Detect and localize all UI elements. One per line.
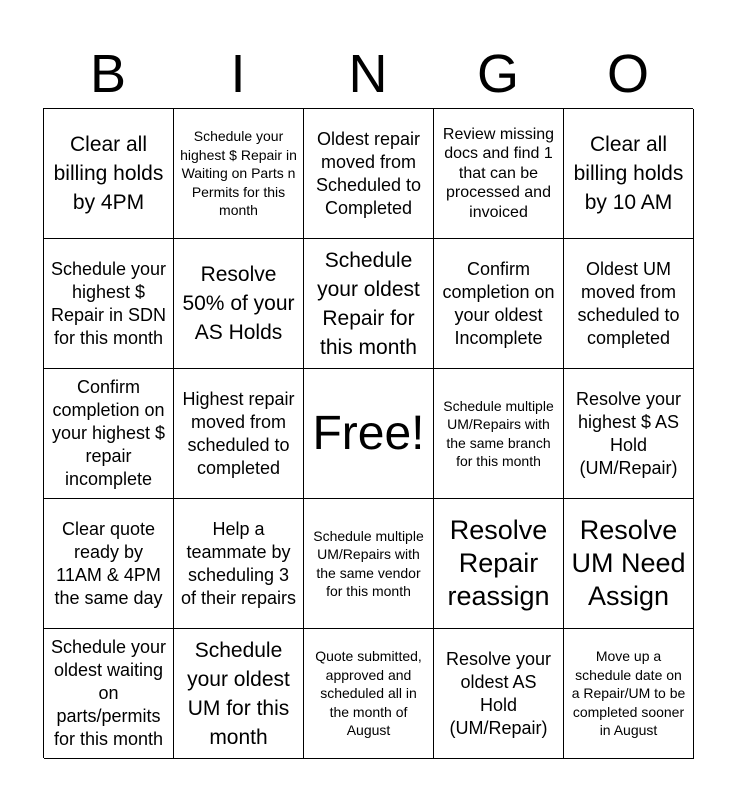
cell-text: Schedule your oldest Repair for this month (317, 248, 420, 359)
cell-text: Schedule multiple UM/Repairs with the same vendor for this month (313, 527, 424, 599)
bingo-cell[interactable] (564, 499, 694, 629)
cell-text: Resolve your oldest AS Hold (UM/Repair) (445, 648, 552, 738)
bingo-cell[interactable] (434, 239, 564, 369)
cell-text: Resolve your highest $ AS Hold (UM/Repair) (575, 388, 682, 478)
cell-text: Schedule your oldest waiting on parts/permits for this month (50, 637, 167, 749)
bingo-cell[interactable] (434, 109, 564, 239)
header-letter-o: O (606, 44, 649, 104)
cell-text: Resolve UM Need Assign (571, 515, 686, 611)
bingo-cell[interactable] (564, 239, 694, 369)
cell-text: Oldest UM moved from scheduled to completed (577, 258, 680, 348)
bingo-cell[interactable] (174, 239, 304, 369)
header-letter-g: G (476, 44, 519, 104)
cell-text: Clear all billing holds by 4PM (53, 133, 164, 214)
cell-text: Quote submitted, approved and scheduled all in the month of August (315, 648, 422, 739)
bingo-cell[interactable] (564, 369, 694, 499)
bingo-cell[interactable] (44, 499, 174, 629)
cell-text: Confirm completion on your oldest Incomplete (442, 258, 555, 348)
cell-text: Clear all billing holds by 10 AM (573, 133, 684, 214)
cell-text: Resolve 50% of your AS Holds (182, 263, 295, 344)
cell-text: Schedule your oldest UM for this month (187, 638, 290, 749)
cell-text: Help a teammate by scheduling 3 of their repairs (180, 518, 297, 608)
bingo-cell[interactable] (564, 109, 694, 239)
bingo-cell[interactable] (434, 369, 564, 499)
cell-text: Highest repair moved from scheduled to completed (182, 388, 295, 478)
header-letter-n: N (348, 44, 388, 104)
cell-text: Oldest repair moved from Scheduled to Completed (315, 128, 422, 218)
bingo-cell[interactable] (174, 629, 304, 759)
bingo-cell[interactable] (44, 109, 174, 239)
cell-text: Schedule your highest $ Repair in SDN for this month (50, 258, 167, 348)
bingo-cell[interactable] (174, 499, 304, 629)
bingo-cell[interactable] (434, 499, 564, 629)
free-text: Free! (312, 406, 425, 460)
bingo-cell[interactable] (304, 109, 434, 239)
header-letter-b: B (89, 44, 127, 104)
bingo-cell[interactable] (174, 369, 304, 499)
bingo-cell[interactable] (564, 629, 694, 759)
free-cell[interactable] (304, 369, 434, 499)
cell-text: Move up a schedule date on a Repair/UM to be completed sooner in August (571, 648, 686, 739)
cell-text: Schedule multiple UM/Repairs with the same branch for this month (443, 397, 554, 469)
bingo-grid (43, 108, 693, 758)
cell-text: Review missing docs and find 1 that can be processed and invoiced (442, 125, 555, 221)
bingo-cell[interactable] (44, 239, 174, 369)
bingo-header (43, 40, 693, 108)
bingo-cell[interactable] (44, 369, 174, 499)
bingo-cell[interactable] (304, 239, 434, 369)
cell-text: Clear quote ready by 11AM & 4PM the same day (54, 518, 163, 608)
cell-text: Confirm completion on your highest $ repair incomplete (51, 377, 166, 489)
cell-text: Resolve Repair reassign (447, 515, 550, 611)
bingo-cell[interactable] (174, 109, 304, 239)
bingo-cell[interactable] (44, 629, 174, 759)
cell-text: Schedule your highest $ Repair in Waiting on Parts n Permits for this month (180, 128, 297, 219)
bingo-cell[interactable] (304, 499, 434, 629)
bingo-cell[interactable] (304, 629, 434, 759)
header-letter-i: I (230, 44, 246, 104)
bingo-cell[interactable] (434, 629, 564, 759)
